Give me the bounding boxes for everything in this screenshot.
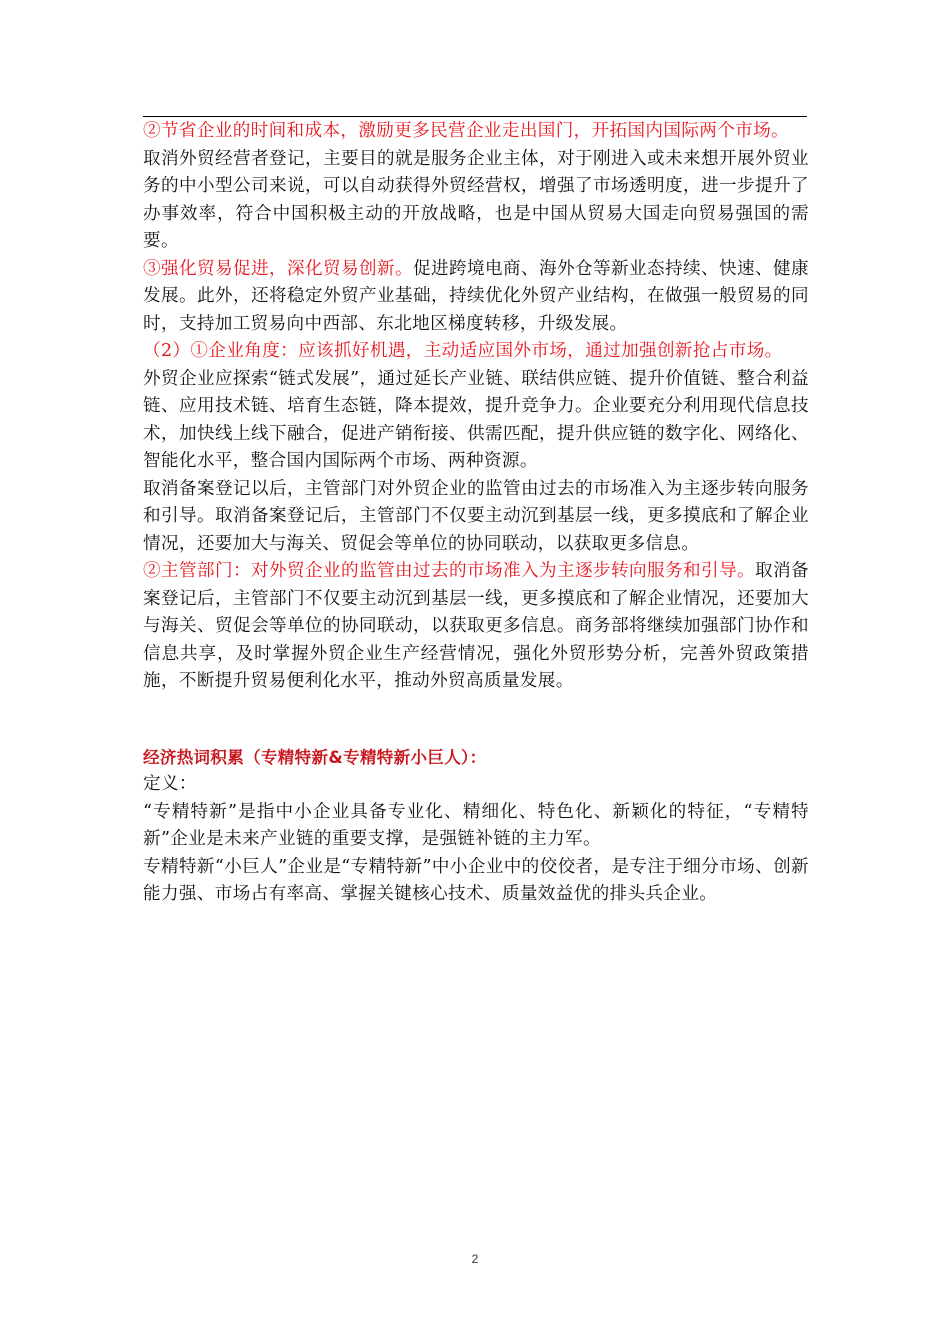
section-gap [143, 696, 809, 744]
page-number: 2 [471, 1252, 479, 1266]
definition-paragraph-1: “专精特新”是指中小企业具备专业化、精细化、特色化、新颖化的特征，“专精特新”企业是未来产业链的重要支撑，是强链补链的主力军。 [143, 801, 809, 849]
section-heading: 经济热词积累（专精特新&专精特新小巨人）： [143, 747, 487, 767]
paragraph-5 [143, 366, 809, 476]
body-text: 取消外贸经营者登记，主要目的就是服务企业主体，对于刚进入或未来想开展外贸业务的中小型公司来说，可以自动获得外贸经营权，增强了市场透明度，进一步提升了办事效率，符合中国积极主动的开放战略，也是中国从贸易大国走向贸易强国的需要。 [143, 148, 809, 251]
red-emphasis: ②主管部门：对外贸企业的监管由过去的市场准入为主逐步转向服务和引导。 [143, 561, 756, 581]
body-text: 取消备案登记以后，主管部门对外贸企业的监管由过去的市场准入为主逐步转向服务和引导。取消备案登记后，主管部门不仅要主动沉到基层一线，更多摸底和了解企业情况，还要加大与海关、贸促会等单位的协同联动，以获取更多信息。 [143, 478, 809, 554]
definition-label: 定义： [143, 774, 197, 794]
body-text: 外贸企业应探索“链式发展”，通过延长产业链、联结供应链、提升价值链、整合利益链、应用技术链、培育生态链，降本提效，提升竞争力。企业要充分利用现代信息技术，加快线上线下融合，促进产销衔接、供需匹配，提升供应链的数字化、网络化、智能化水平，整合国内国际两个市场、两种资源。 [143, 368, 809, 471]
paragraph-7 [143, 558, 809, 696]
header-rule [143, 116, 807, 117]
red-emphasis: ③强化贸易促进，深化贸易创新。 [143, 258, 414, 279]
paragraph-1 [143, 118, 809, 146]
page-content [143, 118, 809, 909]
paragraph-6 [143, 476, 809, 559]
paragraph-2 [143, 146, 809, 256]
paragraph-4 [143, 338, 809, 366]
body-text: 取消备案登记后，主管部门不仅要主动沉到基层一线，更多摸底和了解企业情况，还要加大与海关、贸促会等单位的协同联动，以获取更多信息。商务部将继续加强部门协作和信息共享，及时掌握外贸企业生产经营情况，强化外贸形势分析，完善外贸政策措施，不断提升贸易便利化水平，推动外贸高质量发展。 [143, 561, 809, 691]
red-emphasis: （2）①企业角度：应该抓好机遇，主动适应国外市场，通过加强创新抢占市场。 [143, 341, 783, 361]
paragraph-3 [143, 256, 809, 339]
red-emphasis: ②节省企业的时间和成本，激励更多民营企业走出国门，开拓国内国际两个市场。 [143, 121, 789, 141]
definition-paragraph-2: 专精特新“小巨人”企业是“专精特新”中小企业中的佼佼者，是专注于细分市场、创新能力强、市场占有率高、掌握关键核心技术、质量效益优的排头兵企业。 [143, 856, 809, 904]
body-text: 促进跨境电商、海外仓等新业态持续、快速、健康发展。此外，还将稳定外贸产业基础，持续优化外贸产业结构，在做强一般贸易的同时，支持加工贸易向中西部、东北地区梯度转移，升级发展。 [143, 258, 809, 334]
